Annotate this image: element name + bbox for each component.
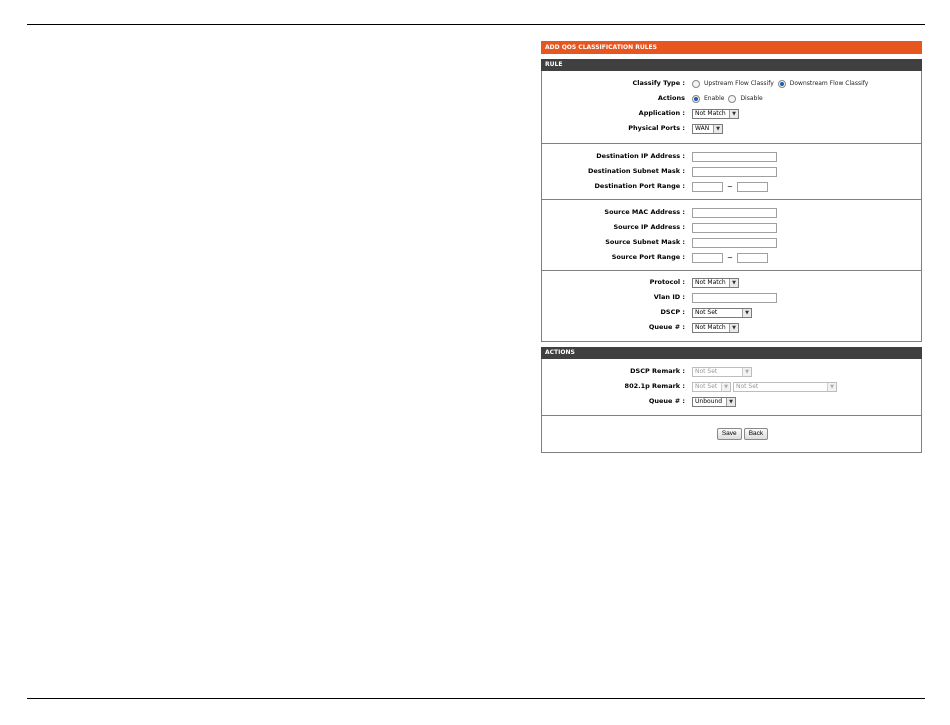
source-ip-row <box>542 221 921 234</box>
dscp-remark-select[interactable] <box>692 367 752 377</box>
remark-8021p-select[interactable] <box>692 382 731 392</box>
actions-header: ACTIONS <box>541 347 922 359</box>
dscp-remark-value: Not Set <box>695 368 718 375</box>
rule-header: RULE <box>541 59 922 71</box>
chevron-down-icon: ▼ <box>742 368 751 376</box>
queue-label: Queue # : <box>648 323 685 331</box>
destination-ip-input[interactable] <box>692 152 777 162</box>
buttons-section <box>542 416 921 452</box>
destination-ip-label: Destination IP Address : <box>596 152 685 160</box>
protocol-section <box>542 271 921 341</box>
application-row <box>542 107 921 120</box>
source-port-label: Source Port Range : <box>611 253 685 261</box>
action-queue-row <box>542 395 921 408</box>
action-queue-select[interactable] <box>692 397 736 407</box>
classify-type-row <box>542 77 921 90</box>
queue-select[interactable] <box>692 323 739 333</box>
remark-8021p-sub-select[interactable] <box>733 382 837 392</box>
source-port-row <box>542 251 921 264</box>
action-queue-value: Unbound <box>695 398 723 405</box>
source-mask-row <box>542 236 921 249</box>
destination-port-start-input[interactable] <box>692 182 723 192</box>
destination-mask-row <box>542 165 921 178</box>
range-separator: ~ <box>727 182 733 191</box>
vlan-label: Vlan ID : <box>653 293 685 301</box>
range-separator: ~ <box>727 253 733 262</box>
physical-ports-value: WAN <box>695 125 710 132</box>
page-title: ADD QOS CLASSIFICATION RULES <box>541 41 922 54</box>
source-section <box>542 200 921 271</box>
vlan-row <box>542 291 921 304</box>
enable-radio[interactable] <box>692 95 700 103</box>
downstream-radio[interactable] <box>778 80 786 88</box>
action-queue-label: Queue # : <box>648 397 685 405</box>
protocol-row <box>542 276 921 289</box>
chevron-down-icon: ▼ <box>713 125 722 133</box>
bottom-divider <box>27 698 925 699</box>
actions-panel <box>541 347 922 453</box>
dscp-select[interactable] <box>692 308 752 318</box>
queue-value: Not Match <box>695 324 726 331</box>
source-port-start-input[interactable] <box>692 253 723 263</box>
dscp-remark-label: DSCP Remark : <box>630 367 685 375</box>
remark-8021p-value: Not Set <box>695 383 718 390</box>
protocol-label: Protocol : <box>649 278 685 286</box>
chevron-down-icon: ▼ <box>742 309 751 317</box>
destination-port-label: Destination Port Range : <box>594 182 685 190</box>
dscp-row <box>542 306 921 319</box>
protocol-value: Not Match <box>695 279 726 286</box>
destination-mask-input[interactable] <box>692 167 777 177</box>
actions-row <box>542 92 921 105</box>
physical-ports-select[interactable] <box>692 124 723 134</box>
physical-ports-row <box>542 122 921 135</box>
actions-fields-section <box>542 359 921 416</box>
dscp-value: Not Set <box>695 309 718 316</box>
queue-row <box>542 321 921 334</box>
application-select[interactable] <box>692 109 739 119</box>
chevron-down-icon: ▼ <box>729 110 738 118</box>
application-label: Application : <box>638 109 685 117</box>
back-button[interactable]: Back <box>744 428 768 440</box>
disable-label: Disable <box>740 95 763 102</box>
top-divider <box>27 24 925 25</box>
remark-8021p-sub-value: Not Set <box>736 383 759 390</box>
destination-port-end-input[interactable] <box>737 182 768 192</box>
classify-type-label: Classify Type : <box>632 79 685 87</box>
enable-label: Enable <box>704 95 725 102</box>
source-mask-label: Source Subnet Mask : <box>605 238 685 246</box>
actions-label: Actions <box>657 94 685 102</box>
application-value: Not Match <box>695 110 726 117</box>
destination-ip-row <box>542 150 921 163</box>
protocol-select[interactable] <box>692 278 739 288</box>
vlan-input[interactable] <box>692 293 777 303</box>
destination-section <box>542 144 921 200</box>
disable-radio[interactable] <box>728 95 736 103</box>
upstream-label: Upstream Flow Classify <box>704 80 774 87</box>
rule-general-section <box>542 71 921 144</box>
source-mac-input[interactable] <box>692 208 777 218</box>
upstream-radio[interactable] <box>692 80 700 88</box>
destination-mask-label: Destination Subnet Mask : <box>588 167 685 175</box>
source-port-end-input[interactable] <box>737 253 768 263</box>
source-mask-input[interactable] <box>692 238 777 248</box>
physical-ports-label: Physical Ports : <box>628 124 685 132</box>
source-mac-label: Source MAC Address : <box>604 208 685 216</box>
save-button[interactable]: Save <box>717 428 742 440</box>
button-bar <box>542 428 921 440</box>
chevron-down-icon: ▼ <box>729 279 738 287</box>
chevron-down-icon: ▼ <box>729 324 738 332</box>
chevron-down-icon: ▼ <box>721 383 730 391</box>
dscp-label: DSCP : <box>660 308 685 316</box>
downstream-label: Downstream Flow Classify <box>789 80 869 87</box>
chevron-down-icon: ▼ <box>726 398 735 406</box>
source-mac-row <box>542 206 921 219</box>
dscp-remark-row <box>542 365 921 378</box>
remark-8021p-label: 802.1p Remark : <box>624 382 685 390</box>
source-ip-label: Source IP Address : <box>613 223 685 231</box>
chevron-down-icon: ▼ <box>827 383 836 391</box>
rule-panel <box>541 59 922 342</box>
remark-8021p-row <box>542 380 921 393</box>
source-ip-input[interactable] <box>692 223 777 233</box>
destination-port-row <box>542 180 921 193</box>
